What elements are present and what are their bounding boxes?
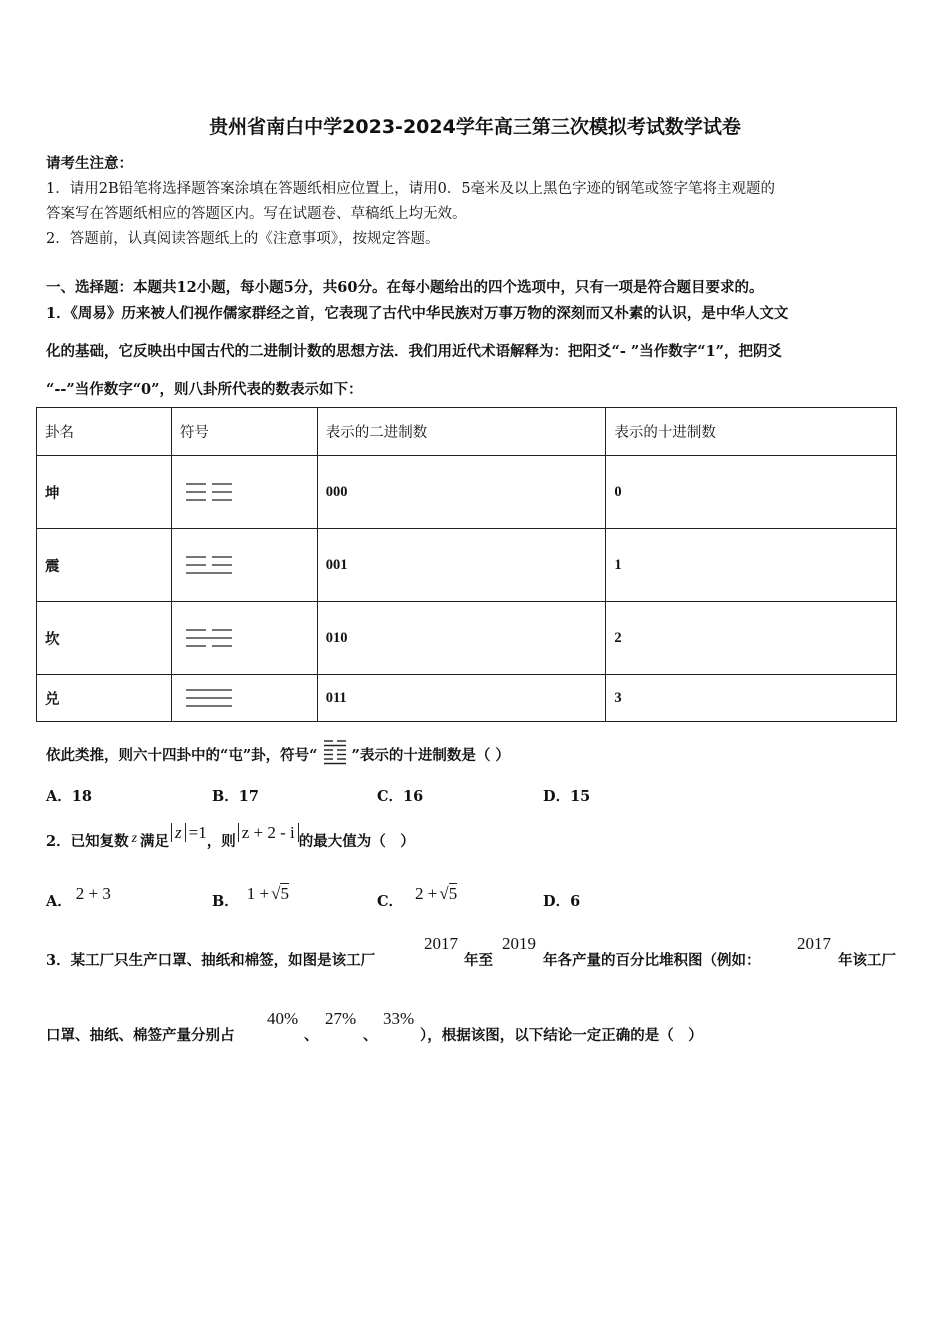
header-decimal: 表示的十进制数 (606, 408, 897, 456)
q1-follow-up-text-b: ”表示的十进制数是（ ） (351, 747, 510, 764)
header-binary: 表示的二进制数 (317, 408, 606, 456)
zhun-hexagram-icon (320, 738, 350, 768)
trigram-name: 震 (37, 529, 172, 602)
q3-line-2-b: ），根据该图，以下结论一定正确的是（ ） (420, 1027, 703, 1044)
q2-option-d[interactable]: D．6 (543, 893, 581, 910)
q2-prefix: 2．已知复数 (46, 833, 129, 850)
q2-option-c-value (415, 884, 457, 903)
q2-mid: 满足 (140, 833, 170, 850)
q2-option-c-label: C． (377, 893, 404, 910)
trigram-table (36, 407, 897, 722)
q3-percent-3: 33% (383, 1009, 415, 1028)
q1-line-2: 化的基础，它反映出中国古代的二进制计数的思想方法．我们用近代术语解释为：把阳爻“- ”当作数字“1”，把阴爻 (46, 343, 783, 360)
kan-trigram-icon (180, 618, 240, 658)
q3-line-1-d: 年该工厂 (838, 952, 896, 969)
q1-option-a[interactable]: A．18 (46, 788, 92, 805)
table-header-row (37, 408, 897, 456)
q1-option-b[interactable]: B．17 (212, 788, 259, 805)
decimal-value: 3 (606, 675, 897, 722)
sqrt-icon: √ (439, 884, 449, 903)
trigram-symbol-kun (171, 456, 317, 529)
q3-line-1-c: 年各产量的百分比堆积图（例如： (543, 952, 761, 969)
q3-line-2-a: 口罩、抽纸、棉签产量分别占 (46, 1027, 235, 1044)
q3-line-1-a: 3．某工厂只生产口罩、抽纸和棉签，如图是该工厂 (46, 952, 376, 969)
q2-option-b-term: 1 + (246, 884, 270, 903)
q1-follow-up-text-a: 依此类推，则六十四卦中的“屯”卦，符号“ (46, 747, 318, 764)
kun-trigram-icon (180, 472, 240, 512)
q3-year-1: 2017 (424, 934, 458, 953)
q2-option-a-label: A． (46, 893, 72, 910)
decimal-value: 1 (606, 529, 897, 602)
sqrt-icon: √ (271, 884, 281, 903)
q2-expression: z + 2 - i (238, 823, 299, 842)
q2-cond-z: z (175, 823, 182, 842)
trigram-name: 坤 (37, 456, 172, 529)
q3-percent-2: 27% (325, 1009, 357, 1028)
q2-option-b-radicand: 5 (280, 884, 289, 903)
binary-value: 001 (317, 529, 606, 602)
q1-follow-up (46, 738, 510, 768)
q2-cond-eq: =1 (188, 823, 207, 842)
q3-percent-1: 40% (267, 1009, 299, 1028)
q2-option-c-term: 2 + (415, 884, 438, 903)
header-symbol: 符号 (171, 408, 317, 456)
q1-line-3: “--”当作数字“0”，则八卦所代表的数表示如下： (46, 381, 363, 398)
binary-value: 011 (317, 675, 606, 722)
trigram-symbol-zhen (171, 529, 317, 602)
q2-option-c[interactable] (377, 884, 458, 911)
table-row (37, 456, 897, 529)
q2-suffix: 的最大值为（ ） (298, 833, 415, 850)
section-heading: 一、选择题：本题共12小题，每小题5分，共60分。在每小题给出的四个选项中，只有一项是符合题目要求的。 (46, 279, 764, 296)
trigram-symbol-dui (171, 675, 317, 722)
table-row (37, 675, 897, 722)
q2-stem (46, 823, 415, 851)
q2-option-b-value (247, 884, 289, 903)
q1-line-1: 1．《周易》历来被人们视作儒家群经之首，它表现了古代中华民族对万事万物的深刻而又朴素的认识，是中华人文文 (46, 305, 789, 322)
notice-heading: 请考生注意： (46, 155, 133, 172)
binary-value: 000 (317, 456, 606, 529)
trigram-name: 坎 (37, 602, 172, 675)
binary-value: 010 (317, 602, 606, 675)
zhen-trigram-icon (180, 545, 240, 585)
trigram-symbol-kan (171, 602, 317, 675)
dui-trigram-icon (180, 681, 240, 715)
q3-sep-1: 、 (304, 1027, 319, 1044)
header-name: 卦名 (37, 408, 172, 456)
q2-option-b[interactable] (212, 884, 289, 911)
q2-then: ，则 (206, 833, 236, 850)
table-row (37, 529, 897, 602)
q3-sep-2: 、 (363, 1027, 378, 1044)
decimal-value: 0 (606, 456, 897, 529)
q2-modulus-z (171, 823, 186, 842)
q2-option-b-label: B． (212, 893, 239, 910)
trigram-name: 兑 (37, 675, 172, 722)
notice-item-1-line-2: 答案写在答题纸相应的答题区内。写在试题卷、草稿纸上均无效。 (46, 206, 467, 222)
q1-option-c[interactable]: C．16 (377, 788, 424, 805)
q2-var-z: z (131, 831, 138, 846)
q2-option-c-radicand: 5 (448, 884, 458, 903)
q1-option-d[interactable]: D．15 (543, 788, 591, 805)
q3-year-2: 2019 (502, 934, 536, 953)
q2-option-a-value: 2 + 3 (75, 884, 111, 903)
q3-line-1-b: 年至 (464, 952, 493, 969)
decimal-value: 2 (606, 602, 897, 675)
q2-option-a[interactable] (46, 884, 111, 911)
q3-year-3: 2017 (797, 934, 831, 953)
page-title: 贵州省南白中学2023-2024学年高三第三次模拟考试数学试卷 (209, 116, 741, 138)
notice-item-2: 2．答题前，认真阅读答题纸上的《注意事项》，按规定答题。 (46, 231, 440, 247)
notice-item-1-line-1: 1．请用2B铅笔将选择题答案涂填在答题纸相应位置上，请用0．5毫米及以上黑色字迹的钢笔或签字笔将主观题的 (46, 181, 776, 197)
table-row (37, 602, 897, 675)
